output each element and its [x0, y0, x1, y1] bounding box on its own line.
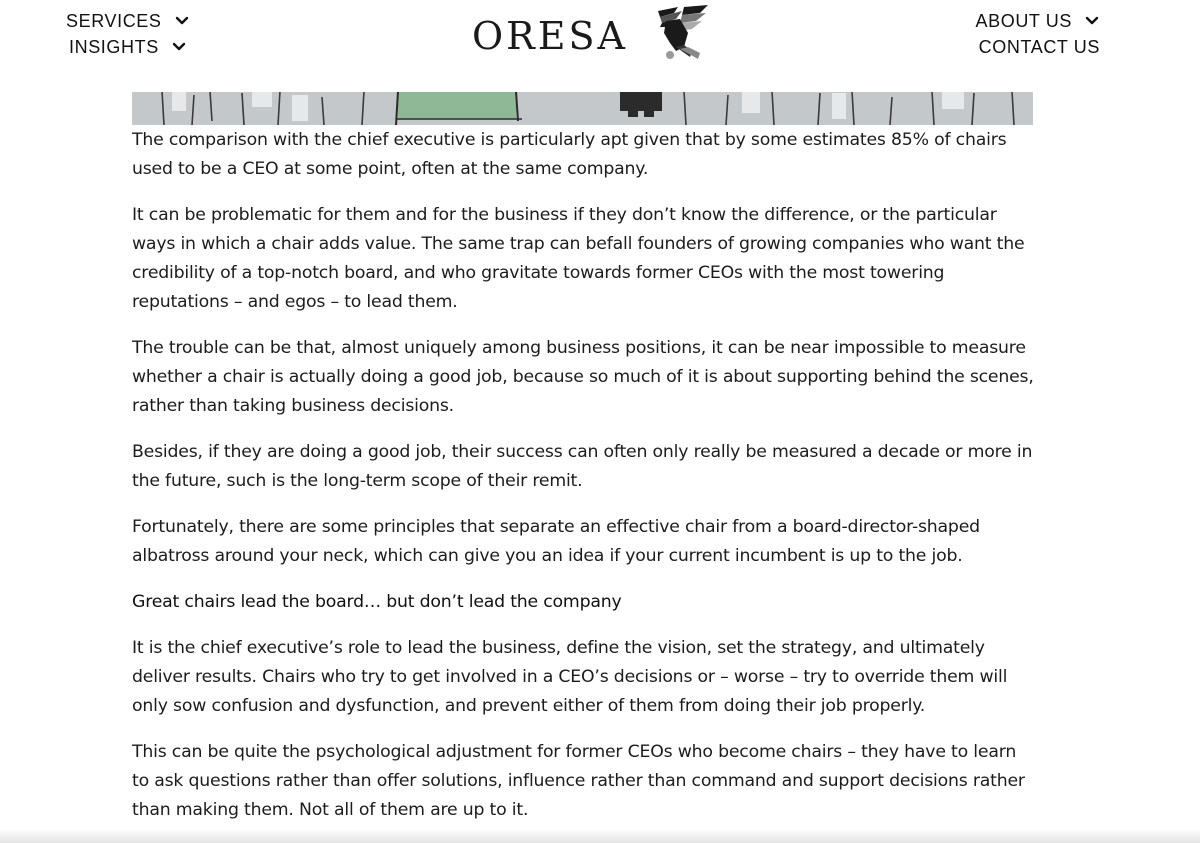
article-paragraph: Besides, if they are doing a good job, their success can often only really be measured a decade or more in the future, such is the long-term scope of their remit.: [132, 442, 1033, 491]
article-body: [132, 126, 1037, 842]
nav-services[interactable]: [66, 10, 190, 32]
article-paragraph: It can be problematic for them and for the business if they don’t know the difference, or the particular ways in which a chair adds value. The same trap can befall founders of growing companies who want the credibility of a top-notch board, and who gravitate towards former CEOs with the most towering reputations – and egos – to lead them.: [132, 205, 1025, 312]
nav-insights[interactable]: [69, 36, 187, 58]
hero-image: [132, 91, 1033, 125]
article-subheading: Great chairs lead the board… but don’t lead the company: [132, 592, 622, 612]
site-header: [0, 0, 1200, 92]
nav-right: [976, 10, 1101, 58]
article-paragraph: This can be quite the psychological adjustment for former CEOs who become chairs – they have to learn to ask questions rather than offer solutions, influence rather than command and support decisions rather than making them. Not all of them are up to it.: [132, 742, 1025, 820]
site-logo[interactable]: [472, 6, 710, 66]
nav-contact-us[interactable]: [979, 36, 1100, 58]
article-paragraph: The trouble can be that, almost uniquely among business positions, it can be near impossible to measure whether a chair is actually doing a good job, because so much of it is about supporting behind the scenes, rather than taking business decisions.: [132, 338, 1034, 416]
article-paragraph: The comparison with the chief executive is particularly apt given that by some estimates 85% of chairs used to be a CEO at some point, often at the same company.: [132, 130, 1007, 179]
eagle-logo-icon: [630, 3, 710, 65]
nav-about-us-label: ABOUT US: [975, 10, 1072, 31]
nav-left: [66, 10, 190, 58]
chevron-down-icon: [171, 41, 187, 53]
article-paragraph: It is the chief executive’s role to lead the business, define the vision, set the strategy, and ultimately deliver results. Chairs who try to get involved in a CEO’s decisions or – worse – try to override them will only sow confusion and dysfunction, and prevent either of them from doing their job properly.: [132, 638, 1008, 716]
chevron-down-icon: [174, 15, 190, 27]
nav-contact-us-label: CONTACT US: [978, 36, 1100, 57]
nav-services-label: SERVICES: [66, 10, 162, 31]
nav-insights-label: INSIGHTS: [69, 36, 159, 57]
bottom-fade: [0, 829, 1200, 843]
nav-about-us[interactable]: [976, 10, 1101, 32]
article-paragraph: Fortunately, there are some principles that separate an effective chair from a board-director-shaped albatross around your neck, which can give you an idea if your current incumbent is up to the job.: [132, 517, 980, 566]
logo-text: ORESA: [472, 14, 628, 58]
chevron-down-icon: [1084, 15, 1100, 27]
